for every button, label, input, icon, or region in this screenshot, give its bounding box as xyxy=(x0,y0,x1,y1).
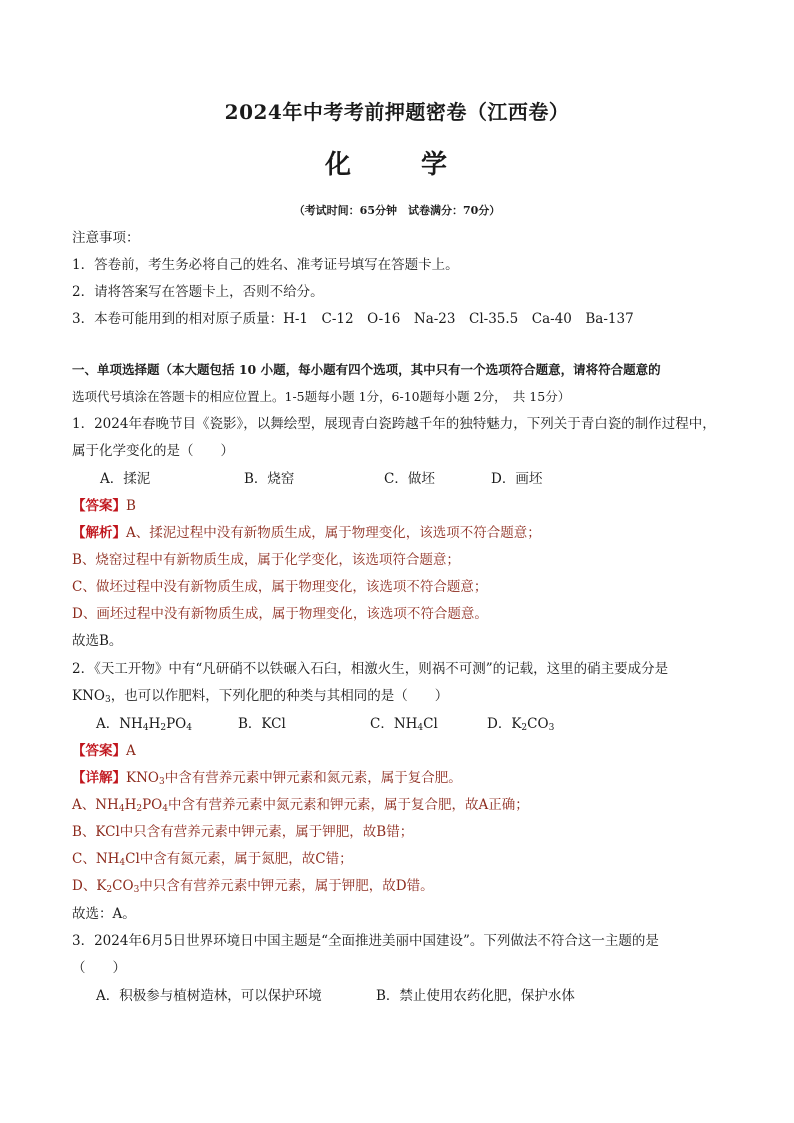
exam-info: （考试时间：65分钟 试卷满分：70分） xyxy=(293,204,501,217)
answer-value: B xyxy=(126,498,136,514)
q3-stem-line-1: 3．2024年6月5日世界环境日中国主题是“全面推进美丽中国建设”。下列做法不符合这一主题的是 xyxy=(72,933,659,949)
detail-formula: KNO xyxy=(126,770,159,786)
detail-text: PO xyxy=(142,797,163,813)
q2-answer xyxy=(72,742,732,760)
detail-tag: 【详解】 xyxy=(72,770,126,786)
subscript: 4 xyxy=(162,804,168,814)
q1-analysis-b: B、烧窑过程中有新物质生成，属于化学变化，该选项符合题意； xyxy=(72,552,460,568)
opt-text: CO xyxy=(527,716,549,732)
q3-stem-line-2: （ ） xyxy=(72,960,126,976)
q1-option-b: B．烧窑 xyxy=(244,471,295,487)
q2-detail-c xyxy=(72,850,732,868)
q2-stem-line-1: 2．《天工开物》中有“凡研硝不以铁碾入石臼，相激火生，则祸不可测”的记载，这里的硝主要成分是 xyxy=(72,661,669,677)
subscript: 2 xyxy=(106,885,113,895)
exam-title: 2024年中考考前押题密卷（江西卷） xyxy=(224,100,570,124)
detail-text: 中只含有营养元素中钾元素，属于钾肥，故D错。 xyxy=(139,878,434,894)
answer-value: A xyxy=(126,743,136,759)
q2-option-b: B．KCl xyxy=(238,716,286,732)
subscript: 3 xyxy=(548,723,555,733)
section-heading-text-1: 一、单项选择题（本大题包括 10 小题，每小题有四个选项，其中只有一个选项符合题意，请将符合题意的 xyxy=(72,362,661,377)
subscript: 4 xyxy=(417,723,424,733)
q1-answer xyxy=(72,497,732,515)
q1-option-c: C．做坯 xyxy=(384,471,435,487)
q2-conclusion: 故选：A。 xyxy=(72,906,136,922)
answer-tag: 【答案】 xyxy=(72,743,126,759)
q2-option-a xyxy=(96,715,192,733)
q2-detail-d xyxy=(72,877,732,895)
note-item-1: 1．答卷前，考生务必将自己的姓名、准考证号填写在答题卡上。 xyxy=(72,257,459,273)
q1-analysis-d: D、画坯过程中没有新物质生成，属于物理变化，该选项不符合题意。 xyxy=(72,606,488,622)
subject-title: 化 学 xyxy=(324,150,469,180)
subscript: 4 xyxy=(119,858,126,868)
opt-text: D．K xyxy=(487,716,522,732)
opt-text: C．NH xyxy=(370,716,418,732)
opt-text: PO xyxy=(166,716,187,732)
subscript: 4 xyxy=(142,723,149,733)
subscript: 3 xyxy=(133,885,140,895)
detail-text: D、K xyxy=(72,878,107,894)
opt-text: A．NH xyxy=(96,716,143,732)
q1-option-d: D．画坯 xyxy=(491,471,543,487)
detail-text: C、NH xyxy=(72,851,120,867)
q1-analysis-c: C、做坯过程中没有新物质生成，属于物理变化，该选项不符合题意； xyxy=(72,579,488,595)
q2-detail-a xyxy=(72,796,732,814)
q1-option-a: A．揉泥 xyxy=(100,471,151,487)
q1-stem-line-1: 1．2024年春晚节目《瓷影》，以舞绘型，展现青白瓷跨越千年的独特魅力，下列关于青白瓷的制作过程中， xyxy=(72,416,716,432)
opt-text: H xyxy=(148,716,161,732)
q3-option-b: B．禁止使用农药化肥，保护水体 xyxy=(376,988,575,1004)
q1-analysis-a xyxy=(72,524,732,542)
section-heading-line-1 xyxy=(72,361,732,379)
subscript: 4 xyxy=(186,723,192,733)
q2-detail-b: B、KCl中只含有营养元素中钾元素，属于钾肥，故B错； xyxy=(72,824,414,840)
answer-tag: 【答案】 xyxy=(72,498,126,514)
subscript: 2 xyxy=(521,723,528,733)
note-item-3: 3．本卷可能用到的相对原子质量：H-1 C-12 O-16 Na-23 Cl-35.5 Ca-40 Ba-137 xyxy=(72,311,634,327)
note-item-2: 2．请将答案写在答题卡上，否则不给分。 xyxy=(72,284,324,300)
stem-text: ，也可以作肥料，下列化肥的种类与其相同的是（ ） xyxy=(110,688,449,704)
q2-detail xyxy=(72,769,732,787)
q1-stem-line-2: 属于化学变化的是（ ） xyxy=(72,443,234,459)
subscript: 2 xyxy=(160,723,167,733)
subscript: 4 xyxy=(118,804,125,814)
detail-text: Cl中含有氮元素，属于氮肥，故C错； xyxy=(125,851,353,867)
detail-text: 中含有营养元素中钾元素和氮元素，属于复合肥。 xyxy=(164,770,462,786)
analysis-text: A、揉泥过程中没有新物质生成，属于物理变化，该选项不符合题意； xyxy=(126,525,541,541)
detail-text: 中含有营养元素中氮元素和钾元素，属于复合肥，故A正确； xyxy=(167,797,529,813)
analysis-tag: 【解析】 xyxy=(72,525,126,541)
detail-text: CO xyxy=(112,878,134,894)
q2-option-c xyxy=(370,715,438,733)
subscript: 3 xyxy=(158,777,165,787)
detail-text: H xyxy=(124,797,137,813)
formula-text: KNO xyxy=(72,688,105,704)
opt-text: Cl xyxy=(423,716,438,732)
subscript: 2 xyxy=(136,804,143,814)
detail-text: A、NH xyxy=(72,797,119,813)
subscript: 3 xyxy=(104,695,111,705)
q2-option-d xyxy=(487,715,554,733)
notes-heading: 注意事项： xyxy=(72,230,140,246)
section-heading-line-2: 选项代号填涂在答题卡的相应位置上。1-5题每小题 1分，6-10题每小题 2分， 共 15分） xyxy=(72,389,571,404)
q1-conclusion: 故选B。 xyxy=(72,633,123,649)
q3-option-a: A．积极参与植树造林，可以保护环境 xyxy=(96,988,322,1004)
q2-stem-line-2 xyxy=(72,687,732,705)
